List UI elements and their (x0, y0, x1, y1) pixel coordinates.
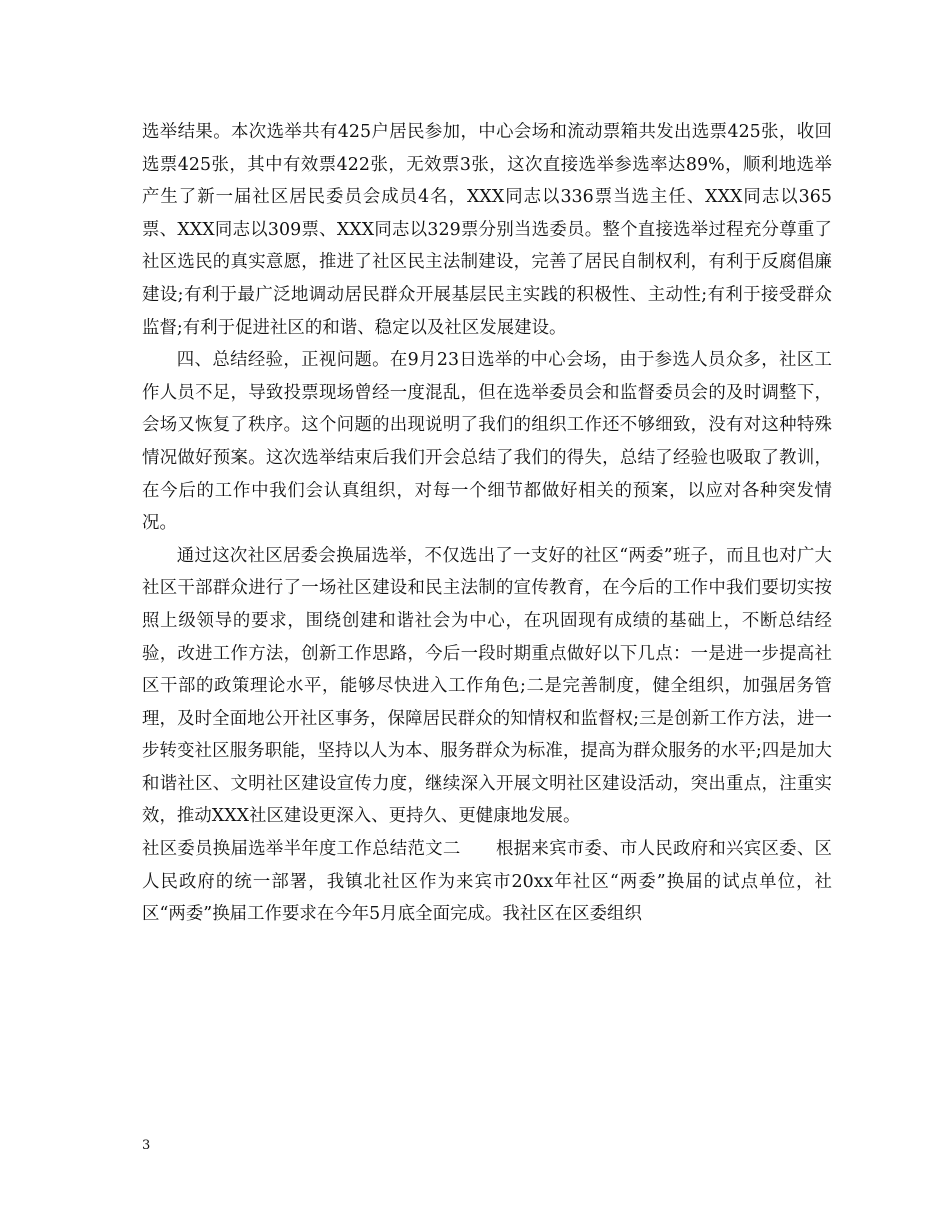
paragraph-future-work: 通过这次社区居委会换届选举，不仅选出了一支好的社区“两委”班子，而且也对广大社区干部群众进行了一场社区建设和民主法制的宣传教育，在今后的工作中我们要切实按照上级领导的要求，围绕创建和谐社会为中心，在巩固现有成绩的基础上，不断总结经验，改进工作方法，创新工作思路，今后一段时期重点做好以下几点：一是进一步提高社区干部的政策理论水平，能够尽快进入工作角色;二是完善制度，健全组织，加强居务管理，及时全面地公开社区事务，保障居民群众的知情权和监督权;三是创新工作方法，进一步转变社区服务职能，坚持以人为本、服务群众为标准，提高为群众服务的水平;四是加大和谐社区、文明社区建设宣传力度，继续深入开展文明社区建设活动，突出重点，注重实效，推动XXX社区建设更深入、更持久、更健康地发展。 (142, 545, 832, 827)
paragraph-sample-two: 社区委员换届选举半年度工作总结范文二 根据来宾市委、市人民政府和兴宾区委、区人民政府的统一部署，我镇北社区作为来宾市20xx年社区“两委”换届的试点单位，社区“两委”换届工作要求在今年5月底全面完成。我社区在区委组织 (142, 839, 832, 925)
document-body (142, 116, 832, 931)
paragraph-election-results: 选举结果。本次选举共有425户居民参加，中心会场和流动票箱共发出选票425张，收回选票425张，其中有效票422张，无效票3张，这次直接选举参选率达89%，顺利地选举产生了新一届社区居民委员会成员4名，XXX同志以336票当选主任、XXX同志以365票、XXX同志以309票、XXX同志以329票分别当选委员。整个直接选举过程充分尊重了社区选民的真实意愿，推进了社区民主法制建设，完善了居民自制权利，有利于反腐倡廉建设;有利于最广泛地调动居民群众开展基层民主实践的积极性、主动性;有利于接受群众监督;有利于促进社区的和谐、稳定以及社区发展建设。 (142, 122, 832, 338)
paragraph-summary-experience: 四、总结经验，正视问题。在9月23日选举的中心会场，由于参选人员众多，社区工作人员不足，导致投票现场曾经一度混乱，但在选举委员会和监督委员会的及时调整下，会场又恢复了秩序。这个问题的出现说明了我们的组织工作还不够细致，没有对这种特殊情况做好预案。这次选举结束后我们开会总结了我们的得失，总结了经验也吸取了教训，在今后的工作中我们会认真组织，对每一个细节都做好相关的预案，以应对各种突发情况。 (142, 350, 832, 534)
page-number: 3 (142, 1138, 151, 1153)
